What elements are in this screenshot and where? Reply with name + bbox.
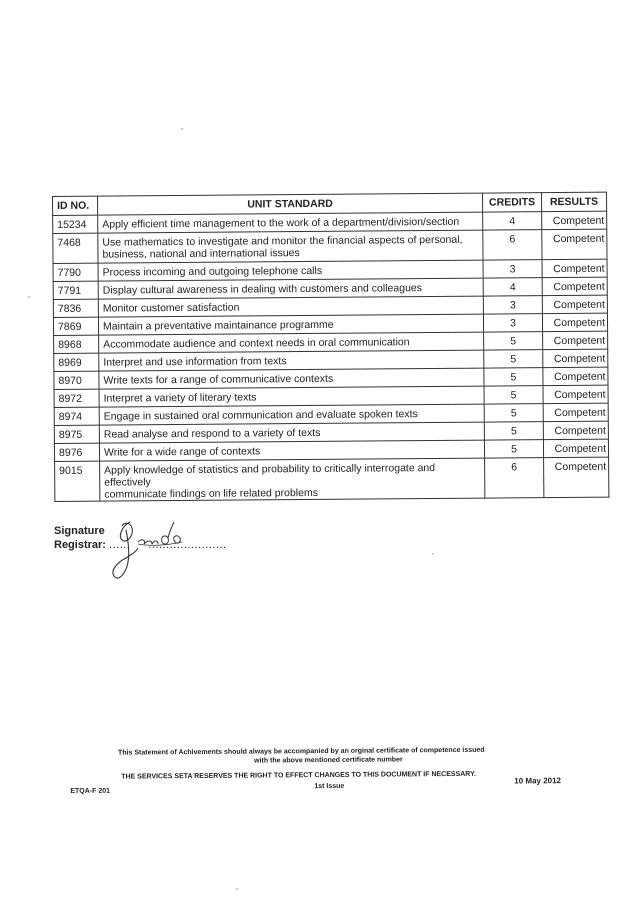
cell-result: Competent bbox=[543, 421, 608, 440]
signature-label: Signature bbox=[54, 525, 105, 537]
cell-id-no: 8972 bbox=[54, 389, 99, 407]
cell-result: Competent bbox=[543, 349, 608, 368]
signature-dots-before: ...... bbox=[109, 539, 131, 551]
header-credits: CREDITS bbox=[482, 193, 541, 212]
cell-credits: 6 bbox=[485, 458, 544, 498]
unit-standard-text: Accommodate audience and context needs in oral communication bbox=[103, 336, 410, 351]
scan-speck bbox=[181, 128, 183, 130]
cell-unit-standard bbox=[98, 230, 483, 263]
cell-id-no: 15234 bbox=[53, 215, 98, 233]
footer-rights-notice: THE SERVICES SETA RESERVES THE RIGHT TO EFFECT CHANGES TO THIS DOCUMENT IF NECESSARY. bbox=[121, 770, 476, 781]
cell-id-no: 8969 bbox=[54, 353, 99, 371]
table-body bbox=[53, 211, 609, 501]
cell-credits: 4 bbox=[483, 212, 542, 230]
cell-result: Competent bbox=[543, 331, 608, 350]
registrar-label: Registrar: bbox=[54, 539, 106, 551]
cell-result: Competent bbox=[542, 211, 607, 230]
table-row bbox=[53, 229, 607, 263]
cell-id-no: 9015 bbox=[55, 461, 100, 501]
cell-id-no: 8970 bbox=[54, 371, 99, 389]
unit-standard-text: Read analyse and respond to a variety of texts bbox=[103, 426, 321, 441]
cell-id-no: 7790 bbox=[53, 263, 98, 281]
cell-result: Competent bbox=[542, 313, 607, 332]
cell-id-no: 7836 bbox=[53, 299, 98, 317]
footer-notice-line1: This Statement of Achivements should always be accompanied by an orginal certificate of competence issued bbox=[118, 746, 485, 757]
cell-credits: 3 bbox=[483, 296, 542, 314]
scan-speck bbox=[28, 296, 30, 298]
cell-result: Competent bbox=[543, 439, 608, 458]
document-footer bbox=[70, 745, 590, 795]
scan-speck bbox=[236, 888, 238, 890]
cell-credits: 5 bbox=[484, 386, 543, 404]
cell-result: Competent bbox=[542, 229, 607, 260]
cell-unit-standard bbox=[100, 458, 485, 501]
table-row bbox=[55, 457, 609, 501]
cell-credits: 3 bbox=[483, 314, 542, 332]
cell-credits: 5 bbox=[484, 404, 543, 422]
cell-result: Competent bbox=[543, 385, 608, 404]
cell-id-no: 8974 bbox=[54, 407, 99, 425]
cell-result: Competent bbox=[542, 295, 607, 314]
unit-standard-text: Interpret a variety of literary texts bbox=[103, 391, 257, 405]
unit-standard-text-continued: business, national and international issues bbox=[102, 247, 300, 261]
header-unit-standard: UNIT STANDARD bbox=[98, 193, 483, 215]
unit-standard-text: Apply knowledge of statistics and probability to critically interrogate and effectively bbox=[104, 461, 436, 489]
footer-form-code: ETQA-F 201 bbox=[70, 787, 111, 795]
cell-id-no: 8975 bbox=[54, 425, 99, 443]
cell-result: Competent bbox=[543, 367, 608, 386]
cell-credits: 4 bbox=[483, 278, 542, 296]
unit-standard-text: Monitor customer satisfaction bbox=[102, 301, 240, 315]
unit-standard-text: Interpret and use information from texts bbox=[103, 355, 287, 369]
cell-credits: 5 bbox=[484, 422, 543, 440]
cell-credits: 3 bbox=[483, 260, 542, 278]
unit-standard-text-continued: communicate findings on life related problems bbox=[104, 486, 318, 501]
signature-dots-after: ...................... bbox=[148, 539, 227, 551]
footer-issue: 1st Issue bbox=[314, 782, 345, 791]
cell-credits: 6 bbox=[483, 230, 542, 260]
unit-standard-text: Write texts for a range of communicative contexts bbox=[103, 372, 334, 387]
cell-result: Competent bbox=[542, 259, 607, 278]
cell-credits: 5 bbox=[484, 440, 543, 458]
unit-standard-text: Engage in sustained oral communication and evaluate spoken texts bbox=[103, 408, 418, 423]
footer-date: 10 May 2012 bbox=[514, 776, 562, 786]
cell-id-no: 7468 bbox=[53, 233, 98, 263]
handwritten-signature bbox=[108, 518, 188, 588]
cell-id-no: 7869 bbox=[53, 317, 98, 335]
cell-result: Competent bbox=[544, 457, 609, 498]
cell-id-no: 8976 bbox=[54, 443, 99, 461]
unit-standards-table bbox=[52, 192, 609, 502]
unit-standard-text: Apply efficient time management to the work of a department/division/section bbox=[102, 215, 460, 231]
cell-result: Competent bbox=[542, 277, 607, 296]
unit-standard-text: Maintain a preventative maintainance programme bbox=[102, 318, 334, 333]
cell-credits: 5 bbox=[484, 350, 543, 368]
scan-speck bbox=[432, 553, 434, 555]
cell-credits: 5 bbox=[484, 332, 543, 350]
footer-notice-line2: with the above mentioned certificate number bbox=[254, 756, 403, 765]
cell-id-no: 8968 bbox=[54, 335, 99, 353]
header-id-no: ID NO. bbox=[53, 196, 98, 215]
unit-standard-text: Display cultural awareness in dealing with customers and colleagues bbox=[102, 282, 423, 297]
cell-credits: 5 bbox=[484, 368, 543, 386]
header-results: RESULTS bbox=[541, 192, 606, 212]
unit-standard-text: Use mathematics to investigate and monitor the financial aspects of personal, bbox=[102, 233, 463, 249]
unit-standard-text: Write for a wide range of contexts bbox=[103, 445, 261, 459]
cell-result: Competent bbox=[543, 403, 608, 422]
cell-id-no: 7791 bbox=[53, 281, 98, 299]
unit-standard-text: Process incoming and outgoing telephone calls bbox=[102, 264, 323, 279]
